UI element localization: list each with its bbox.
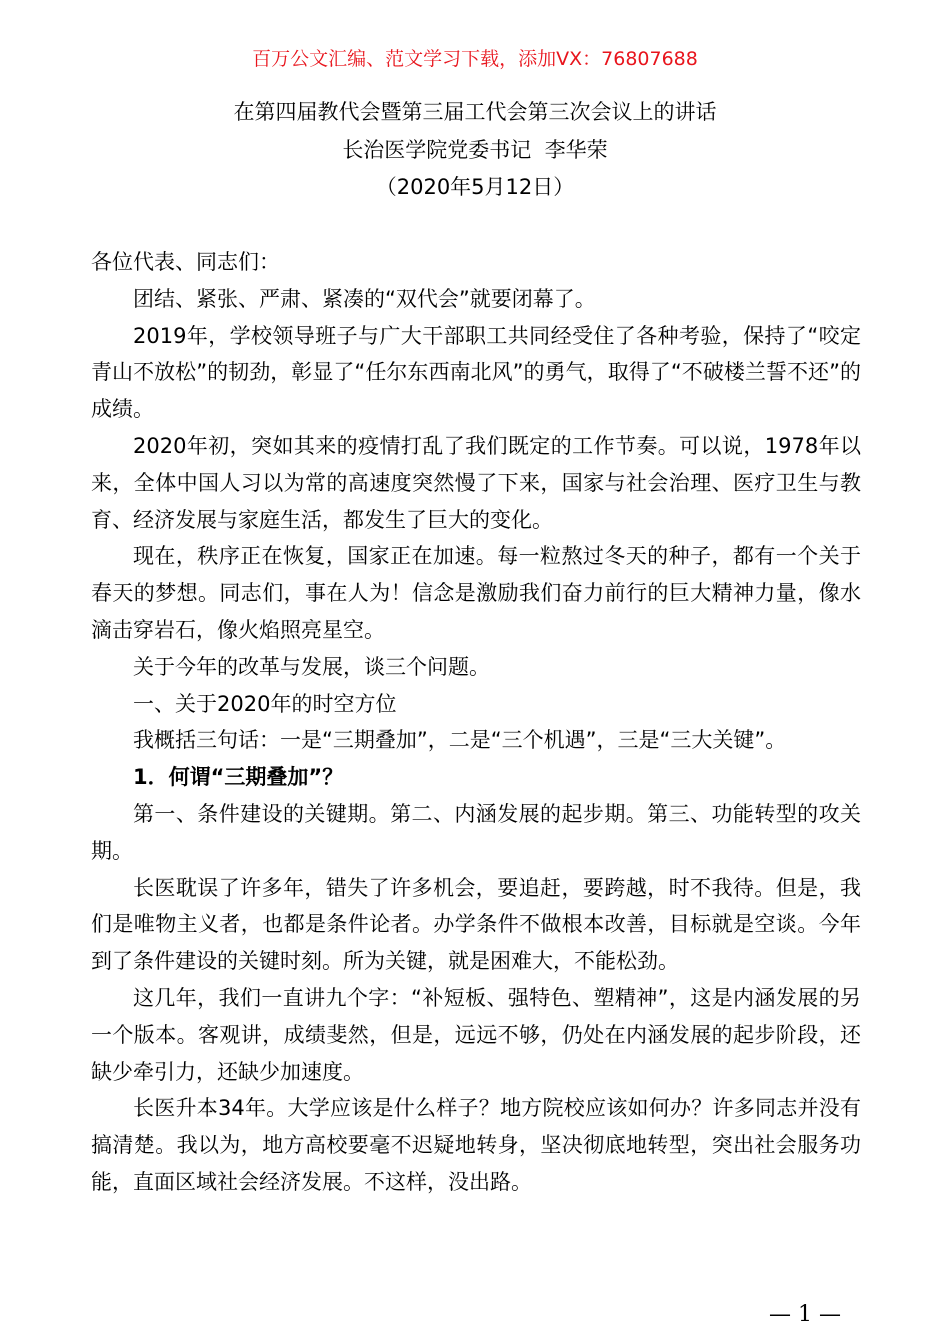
paragraph: 2020年初，突如其来的疫情打乱了我们既定的工作节奏。可以说，1978年以来，全体中国人习以为常的高速度突然慢了下来，国家与社会治理、医疗卫生与教育、经济发展与家庭生活，都发生了巨大的变化。 [91, 433, 861, 532]
speaker-line: 长治医学院党委书记 李华荣 [342, 138, 608, 162]
paragraph: 团结、紧张、严肃、紧凑的“双代会”就要闭幕了。 [133, 286, 596, 311]
section-heading: 一、关于2020年的时空方位 [133, 691, 397, 716]
paragraph: 这几年，我们一直讲九个字：“补短板、强特色、塑精神”，这是内涵发展的另一个版本。客观讲，成绩斐然，但是，远远不够，仍处在内涵发展的起步阶段，还缺少牵引力，还缺少加速度。 [91, 985, 861, 1084]
speech-date: （2020年5月12日） [375, 175, 575, 199]
paragraph: 我概括三句话：一是“三期叠加”，二是“三个机遇”，三是“三大关键”。 [133, 728, 787, 753]
watermark-text: 百万公文汇编、范文学习下载，添加VX：76807688 [252, 48, 698, 70]
paragraph: 长医耽误了许多年，错失了许多机会，要追赶，要跨越，时不我待。但是，我们是唯物主义者，也都是条件论者。办学条件不做根本改善，目标就是空谈。今年到了条件建设的关键时刻。所为关键，就是困难大，不能松劲。 [91, 875, 861, 974]
paragraph: 长医升本34年。大学应该是什么样子？地方院校应该如何办？许多同志并没有搞清楚。我以为，地方高校要毫不迟疑地转身，坚决彻底地转型，突出社会服务功能，直面区域社会经济发展。不这样，没出路。 [91, 1096, 861, 1194]
speech-title: 在第四届教代会暨第三届工代会第三次会议上的讲话 [233, 100, 717, 124]
page-number: — 1 — [769, 1302, 841, 1327]
paragraph: 关于今年的改革与发展，谈三个问题。 [133, 654, 490, 679]
paragraph: 2019年，学校领导班子与广大干部职工共同经受住了各种考验，保持了“咬定青山不放松”的韧劲，彰显了“任尔东西南北风”的勇气，取得了“不破楼兰誓不还”的成绩。 [91, 323, 861, 422]
paragraph: 现在，秩序正在恢复，国家正在加速。每一粒熬过冬天的种子，都有一个关于春天的梦想。同志们，事在人为！信念是激励我们奋力前行的巨大精神力量，像水滴击穿岩石，像火焰照亮星空。 [91, 544, 861, 642]
subsection-heading: 1．何谓“三期叠加”？ [133, 765, 344, 790]
paragraph: 第一、条件建设的关键期。第二、内涵发展的起步期。第三、功能转型的攻关期。 [91, 801, 861, 863]
speech-body [91, 244, 861, 1201]
salutation: 各位代表、同志们： [91, 250, 280, 274]
